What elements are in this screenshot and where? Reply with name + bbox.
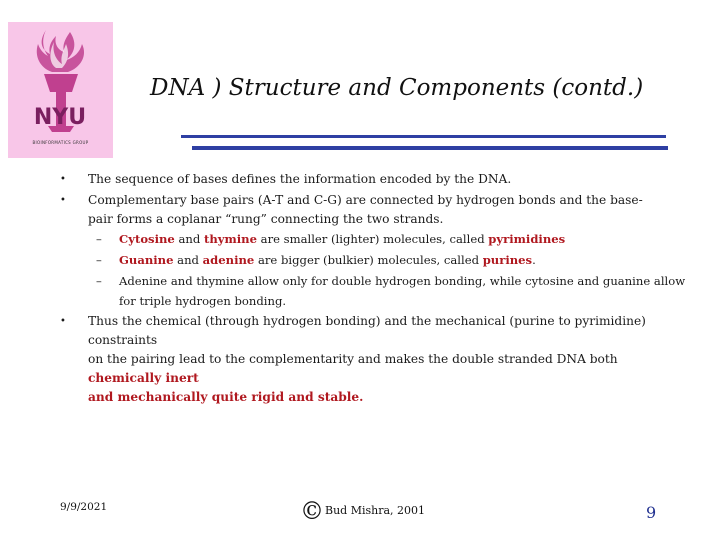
title-rule-top	[181, 135, 666, 138]
bullet-text: The sequence of bases defines the information encoded by the DNA.	[88, 172, 512, 186]
bullet-text-line1: Complementary base pairs (A-T and C-G) are connected by hydrogen bonds and the base-	[88, 193, 643, 207]
bullet-item	[58, 312, 688, 407]
torch-icon	[8, 22, 113, 142]
page-number: 9	[646, 503, 657, 522]
logo-letters: NYU	[33, 105, 87, 130]
footer-author: Bud Mishra, 2001	[325, 504, 426, 517]
emphasis-chemically-inert: chemically inert	[88, 371, 199, 385]
sub-item	[58, 250, 688, 271]
term-pyrimidines: pyrimidines	[488, 232, 566, 246]
title-rule-bottom	[192, 146, 668, 150]
logo-caption: BIOINFORMATICS GROUP	[32, 140, 89, 145]
sub-dash: –	[96, 274, 102, 288]
emphasis-mechanically-rigid: and mechanically quite rigid and stable.	[88, 390, 364, 404]
bullet-item	[58, 191, 688, 229]
bullet-dot: •	[60, 174, 66, 185]
footer-copyright	[300, 497, 425, 525]
bullet-text-line2: on the pairing lead to the complementarity and makes the double stranded DNA both	[88, 352, 618, 366]
term-adenine: adenine	[202, 253, 255, 267]
footer-date: 9/9/2021	[60, 501, 108, 513]
sub-text: and	[173, 253, 203, 267]
slide-body	[58, 170, 688, 407]
sub-dash: –	[96, 253, 102, 267]
sub-text-line2: for triple hydrogen bonding.	[119, 294, 287, 308]
sub-text: and	[174, 232, 204, 246]
term-cytosine: Cytosine	[119, 232, 175, 246]
sub-text: are bigger (bulkier) molecules, called	[254, 253, 483, 267]
copyright-symbol: ©	[300, 497, 324, 525]
term-guanine: Guanine	[119, 253, 174, 267]
sub-text: .	[532, 253, 536, 267]
sub-text: are smaller (lighter) molecules, called	[256, 232, 489, 246]
nyu-logo	[8, 22, 113, 158]
sub-item	[58, 271, 688, 311]
bullet-text-line2: pair forms a coplanar “rung” connecting the two strands.	[88, 212, 444, 226]
slide-title: DNA ) Structure and Components (contd.)	[150, 75, 644, 101]
term-purines: purines	[482, 253, 533, 267]
sub-dash: –	[96, 232, 102, 246]
bullet-dot: •	[60, 195, 66, 206]
sub-item	[58, 229, 688, 250]
sub-text-line1: Adenine and thymine allow only for double hydrogen bonding, while cytosine and guanine allow	[119, 274, 686, 288]
bullet-text-line1: Thus the chemical (through hydrogen bonding) and the mechanical (purine to pyrimidine) constraints	[88, 314, 646, 347]
bullet-dot: •	[60, 316, 66, 327]
bullet-item	[58, 170, 688, 189]
term-thymine: thymine	[203, 232, 257, 246]
